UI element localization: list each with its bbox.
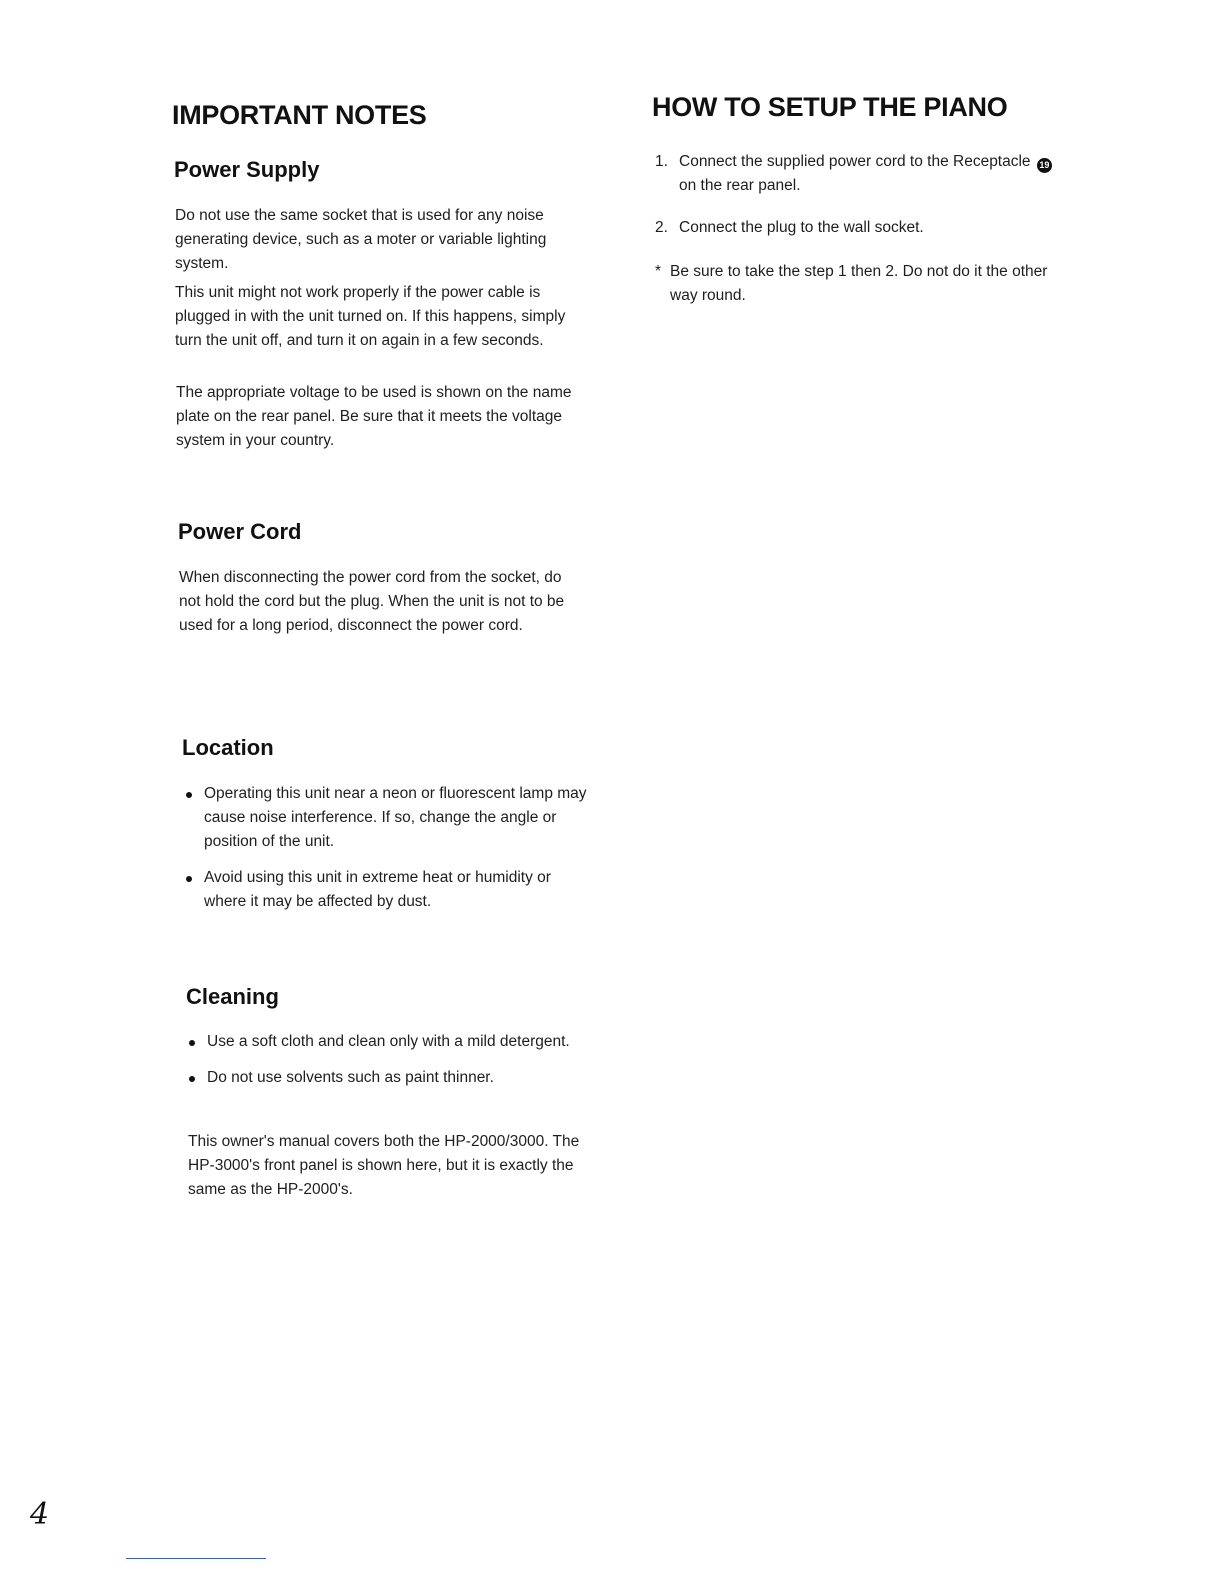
power-cord-heading: Power Cord [178,519,302,544]
asterisk-icon: * [655,263,662,280]
location-list [184,782,589,926]
important-notes-section [172,100,592,131]
location-bullet-1: Operating this unit near a neon or fluorescent lamp may cause noise interference. If so, change the angle or position of the unit. [204,785,587,850]
power-supply-paragraph-1: Do not use the same socket that is used for any noise generating device, such as a moter or variable lighting system. [175,207,547,272]
power-cord-paragraph: When disconnecting the power cord from the socket, do not hold the cord but the plug. When the unit is not to be used for a long period, disconnect the power cord. [179,569,565,634]
list-item [187,1066,592,1090]
bullet-icon [186,876,192,882]
step-2-text: Connect the plug to the wall socket. [679,219,924,236]
step-number: 2. [655,219,668,236]
setup-steps [654,150,1059,258]
location-bullet-2: Avoid using this unit in extreme heat or humidity or where it may be affected by dust. [204,869,551,910]
bullet-icon [186,792,192,798]
setup-note [652,260,1075,308]
step-1-text-before: Connect the supplied power cord to the Receptacle [679,153,1031,170]
power-supply-paragraph-3: The appropriate voltage to be used is shown on the name plate on the rear panel. Be sure that it meets the voltage system in your country. [176,384,572,449]
setup-note-text: Be sure to take the step 1 then 2. Do not do it the other way round. [670,263,1048,304]
list-item [184,866,589,914]
receptacle-reference-icon: 19 [1037,158,1052,173]
bullet-icon [189,1040,195,1046]
power-supply-paragraph-2: This unit might not work properly if the power cable is plugged in with the unit turned on. If this happens, simply turn the unit off, and turn it on again in a few seconds. [175,284,566,349]
bottom-divider [126,1558,266,1559]
power-supply-heading: Power Supply [174,157,320,182]
list-item [654,150,1059,198]
manual-coverage-note: This owner's manual covers both the HP-2000/3000. The HP-3000's front panel is shown here, but it is exactly the same as the HP-2000's. [188,1133,580,1198]
list-item [654,216,1059,240]
bullet-icon [189,1076,195,1082]
step-number: 1. [655,153,668,170]
setup-section [652,92,1062,123]
important-notes-heading: IMPORTANT NOTES [172,100,427,130]
cleaning-list [187,1030,592,1102]
list-item [184,782,589,854]
step-1-text-after: on the rear panel. [679,177,801,194]
cleaning-heading: Cleaning [186,984,279,1009]
setup-heading: HOW TO SETUP THE PIANO [652,92,1008,122]
page-number: 4 [30,1497,50,1532]
cleaning-bullet-2: Do not use solvents such as paint thinner. [207,1069,494,1086]
location-heading: Location [182,735,274,760]
cleaning-bullet-1: Use a soft cloth and clean only with a mild detergent. [207,1033,570,1050]
list-item [187,1030,592,1054]
